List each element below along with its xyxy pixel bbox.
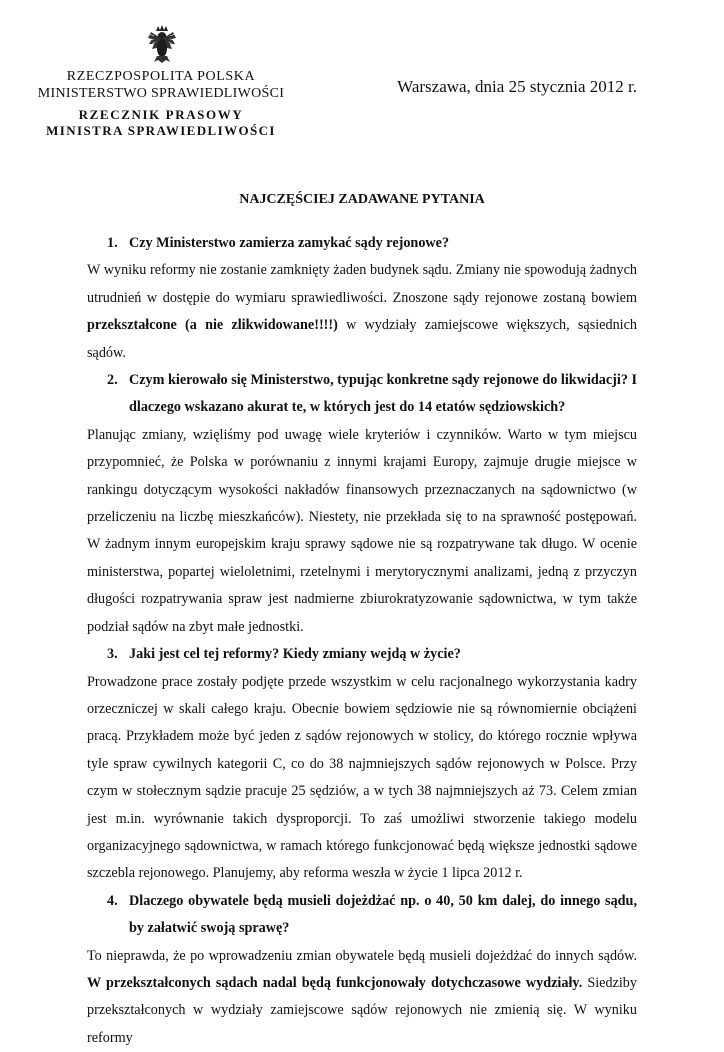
header-line-2: MINISTERSTWO SPRAWIEDLIWOŚCI [37,86,285,101]
faq-answer-emphasis: W przekształconych sądach nadal będą funkcjonowały dotychczasowe wydziały. [87,974,583,991]
faq-question-text: Czym kierowało się Ministerstwo, typując konkretne sądy rejonowe do likwidacji? I dlaczego wskazano akurat te, w których jest do 14 etatów sędziowskich? [129,372,637,416]
faq-answer-text: W wyniku reformy nie zostanie zamknięty żaden budynek sądu. Zmiany nie spowodują żadnych utrudnień w dostępie do wymiaru sprawiedliwości. Znoszone sądy rejonowe zostaną bowiem [87,262,637,306]
faq-question [87,888,637,943]
faq-question-text: Dlaczego obywatele będą musieli dojeżdżać np. o 40, 50 km dalej, do innego sądu, by załatwić swoją sprawę? [129,892,637,937]
faq-question-text: Jaki jest cel tej reformy? Kiedy zmiany wejdą w życie? [129,646,461,663]
faq-question-text: Czy Ministerstwo zamierza zamykać sądy rejonowe? [129,235,450,251]
faq-answer-text: To nieprawda, że po wprowadzeniu zmian obywatele będą musieli dojeżdżać do innych sądów. [87,947,637,964]
faq-question [87,230,637,257]
faq-answer-emphasis: przekształcone (a nie zlikwidowane!!!!) [87,317,338,334]
polish-eagle-emblem-icon [146,24,178,64]
faq-question-number: 1. [107,235,118,251]
faq-answer [87,943,637,1052]
faq-answer-text: w wydziały zamiejscowe większych, sąsiednich sądów. [87,317,637,361]
faq-answer [87,257,637,367]
faq-question [87,367,637,422]
faq-question-number: 2. [107,372,118,389]
document-title: NAJCZĘŚCIEJ ZADAWANE PYTANIA [239,192,485,207]
faq-question-number: 4. [107,892,118,909]
document-date: Warszawa, dnia 25 stycznia 2012 r. [397,77,637,96]
faq-answer: Prowadzone prace zostały podjęte przede wszystkim w celu racjonalnego wykorzystania kadry orzeczniczej w skali całego kraju. Obecnie bowiem sędziowie nie są równomiernie obciążeni pracą. Przykładem może być jeden z sądów rejonowych w stolicy, do którego rocznie wpływa tyle spraw cywilnych kategorii C, co do 38 najmniejszych sądów rejonowych w Polsce. Przy czym w stołecznym sądzie pracuje 25 sędziów, a w tych 38 najmniejszych aż 73. Celem zmian jest m.in. wyrównanie takich dysproporcji. To zaś umożliwi stworzenie takiego modelu organizacyjnego sądownictwa, w ramach którego funkcjonować będą większe jednostki sądowe szczebla rejonowego. Planujemy, aby reforma weszła w życie 1 lipca 2012 r. [87,673,637,882]
header-line-3: RZECZNIK PRASOWY [78,107,244,122]
faq-answer: Planując zmiany, wzięliśmy pod uwagę wiele kryteriów i czynników. Warto w tym miejscu przypomnieć, że Polska w porównaniu z innymi krajami Europy, zajmuje drugie miejsce w rankingu dotyczącym wysokości nakładów finansowych przeznaczanych na sądownictwo (w przeliczeniu na liczbę mieszkańców). Niestety, nie przekłada się to na sprawność postępowań. W żadnym innym europejskim kraju sprawy sądowe nie są rozpatrywane tak długo. W ocenie ministerstwa, popartej wieloletnimi, rzetelnymi i merytorycznymi analizami, jedną z przyczyn długości rozpatrywania spraw jest nadmierne zbiurokratyzowanie sądownictwa, w tym także podział sądów na zbyt małe jednostki. [87,426,637,635]
faq-content [87,230,637,1052]
faq-question [87,641,637,668]
faq-answer-text: Siedziby przekształconych w wydziały zamiejscowe sądów rejonowych nie zmienią się. W wyniku reformy [87,974,637,1046]
faq-question-number: 3. [107,646,118,663]
header-line-1: RZECZPOSPOLITA POLSKA [66,69,256,84]
header-line-4: MINISTRA SPRAWIEDLIWOŚCI [46,123,276,138]
